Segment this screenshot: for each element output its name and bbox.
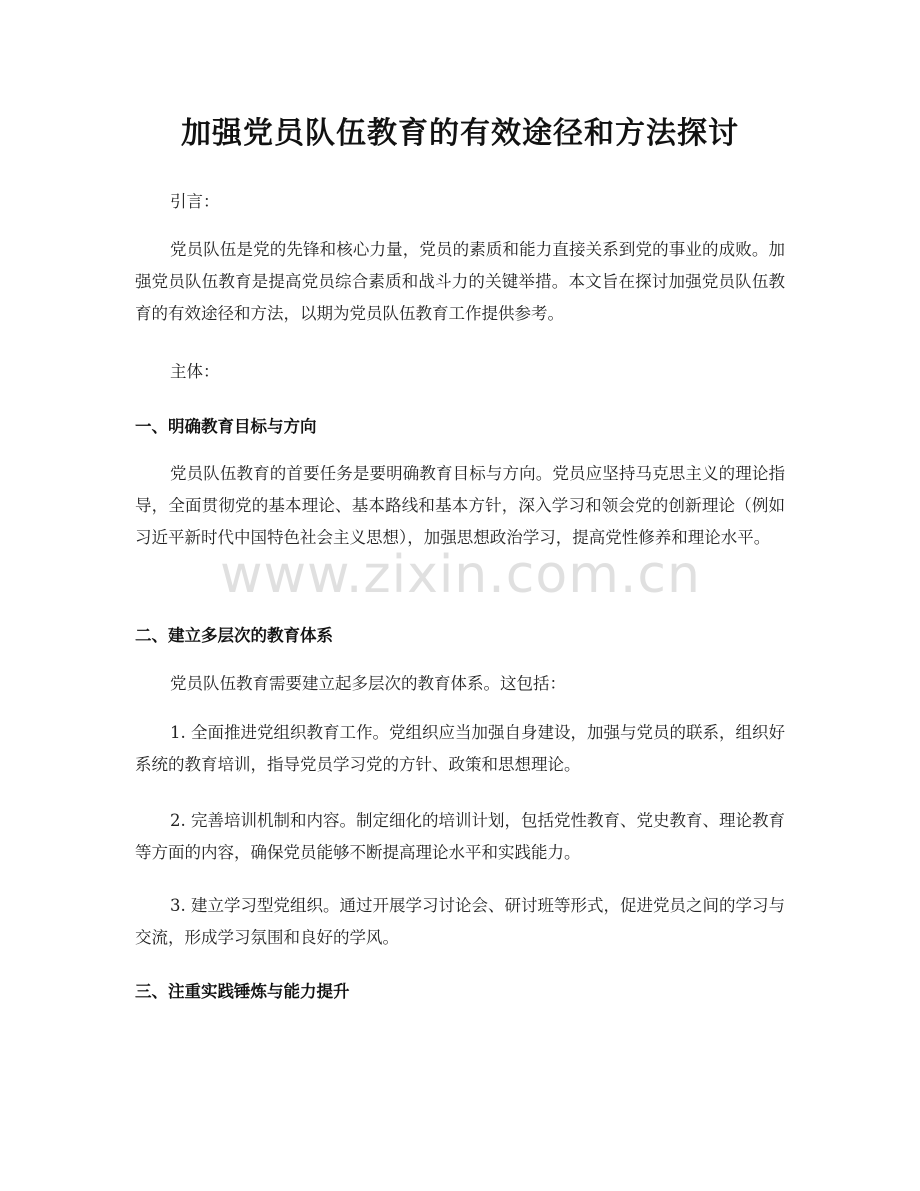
intro-label: 引言： bbox=[170, 192, 220, 211]
section-2-item-2: 2. 完善培训机制和内容。制定细化的培训计划，包括党性教育、党史教育、理论教育等方面的内容，确保党员能够不断提高理论水平和实践能力。 bbox=[135, 811, 785, 862]
intro-paragraph: 党员队伍是党的先锋和核心力量，党员的素质和能力直接关系到党的事业的成败。加强党员队伍教育是提高党员综合素质和战斗力的关键举措。本文旨在探讨加强党员队伍教育的有效途径和方法，以期为党员队伍教育工作提供参考。 bbox=[135, 240, 785, 323]
section-1-heading: 一、明确教育目标与方向 bbox=[135, 417, 317, 436]
body-label: 主体： bbox=[170, 362, 220, 381]
section-2-item-3: 3. 建立学习型党组织。通过开展学习讨论会、研讨班等形式，促进党员之间的学习与交流，形成学习氛围和良好的学风。 bbox=[135, 896, 785, 947]
section-1-paragraph: 党员队伍教育的首要任务是要明确教育目标与方向。党员应坚持马克思主义的理论指导，全面贯彻党的基本理论、基本路线和基本方针，深入学习和领会党的创新理论（例如习近平新时代中国特色社会主义思想），加强思想政治学习，提高党性修养和理论水平。 bbox=[135, 464, 785, 547]
watermark: www.zixin.com.cn bbox=[220, 545, 701, 605]
section-3-heading: 三、注重实践锤炼与能力提升 bbox=[135, 982, 350, 1001]
section-2-intro: 党员队伍教育需要建立起多层次的教育体系。这包括： bbox=[170, 674, 566, 693]
section-2-item-1: 1. 全面推进党组织教育工作。党组织应当加强自身建设，加强与党员的联系，组织好系统的教育培训，指导党员学习党的方针、政策和思想理论。 bbox=[135, 723, 785, 774]
document-title: 加强党员队伍教育的有效途径和方法探讨 bbox=[181, 116, 739, 151]
section-2-heading: 二、建立多层次的教育体系 bbox=[135, 626, 333, 645]
